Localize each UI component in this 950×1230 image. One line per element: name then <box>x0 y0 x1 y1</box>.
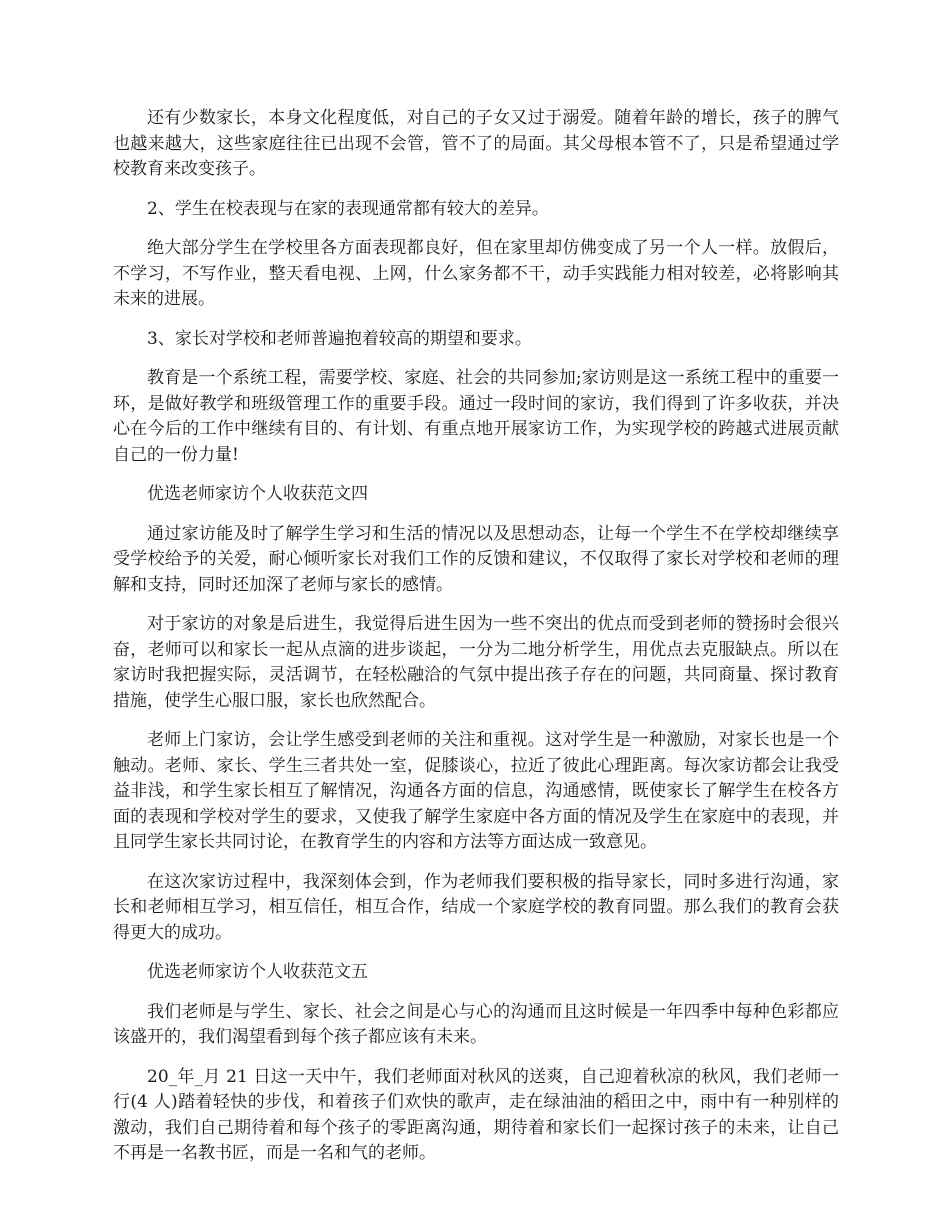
paragraph-education-alliance: 在这次家访过程中，我深刻体会到，作为老师我们要积极的指导家长，同时多进行沟通，家长和老师相互学习，相互信任，相互合作，结成一个家庭学校的教育同盟。那么我们的教育会获得更大的成功。 <box>113 871 839 943</box>
paragraph-home-behavior: 绝大部分学生在学校里各方面表现都良好，但在家里却仿佛变成了另一个人一样。放假后，不学习，不写作业，整天看电视、上网，什么家务都不干，动手实践能力相对较差，必将影响其未来的进展。 <box>113 238 839 309</box>
document-page <box>113 106 839 1181</box>
paragraph-visit-day: 20_年_月 21 日这一天中午，我们老师面对秋风的送爽，自己迎着秋凉的秋风，我们老师一行(4 人)踏着轻快的步伐，和着孩子们欢快的歌声，走在绿油油的稻田之中，雨中有一种别样的激动，我们自己期待着和每个孩子的零距离沟通，期待着和家长们一起探讨孩子的未来，让自己不再是一名教书匠，而是一名和气的老师。 <box>113 1066 839 1163</box>
paragraph-heart-communication: 我们老师是与学生、家长、社会之间是心与心的沟通而且这时候是一年四季中每种色彩都应该盛开的，我们渴望看到每个孩子都应该有未来。 <box>113 1001 839 1047</box>
section-heading-sample-four: 优选老师家访个人收获范文四 <box>147 484 368 504</box>
paragraph-system-engineering: 教育是一个系统工程，需要学校、家庭、社会的共同参加;家访则是这一系统工程中的重要一环，是做好教学和班级管理工作的重要手段。通过一段时间的家访，我们得到了许多收获，并决心在今后的工作中继续有目的、有计划、有重点地开展家访工作，为实现学校的跨越式进展贡献自己的一份力量! <box>113 368 839 465</box>
paragraph-heading-parent-expectations: 3、家长对学校和老师普遍抱着较高的期望和要求。 <box>147 328 532 349</box>
paragraph-parent-spoiling: 还有少数家长，本身文化程度低，对自己的子女又过于溺爱。随着年龄的增长，孩子的脾气也越来越大，这些家庭往往已出现不会管，管不了的局面。其父母根本管不了，只是希望通过学校教育来改变孩子。 <box>113 108 839 179</box>
paragraph-underachieving-students: 对于家访的对象是后进生，我觉得后进生因为一些不突出的优点而受到老师的赞扬时会很兴奋，老师可以和家长一起从点滴的进步谈起，一分为二地分析学生，用优点去克服缺点。所以在家访时我把握实际，灵活调节，在轻松融洽的气氛中提出孩子存在的问题，共同商量、探讨教育措施，使学生心服口服，家长也欣然配合。 <box>113 614 839 711</box>
paragraph-teacher-visits: 老师上门家访，会让学生感受到老师的关注和重视。这对学生是一种激励，对家长也是一个触动。老师、家长、学生三者共处一室，促膝谈心，拉近了彼此心理距离。每次家访都会让我受益非浅，和学生家长相互了解情况，沟通各方面的信息，沟通感情，既使家长了解学生在校各方面的表现和学校对学生的要求，又使我了解学生家庭中各方面的情况及学生在家庭中的表现，并且同学生家长共同讨论，在教育学生的内容和方法等方面达成一致意见。 <box>113 730 839 852</box>
paragraph-home-visit-benefits: 通过家访能及时了解学生学习和生活的情况以及思想动态，让每一个学生不在学校却继续享受学校给予的关爱，耐心倾听家长对我们工作的反馈和建议，不仅取得了家长对学校和老师的理解和支持，同时还加深了老师与家长的感情。 <box>113 523 839 595</box>
section-heading-sample-five: 优选老师家访个人收获范文五 <box>147 962 368 982</box>
paragraph-heading-school-home-difference: 2、学生在校表现与在家的表现通常都有较大的差异。 <box>147 198 549 219</box>
